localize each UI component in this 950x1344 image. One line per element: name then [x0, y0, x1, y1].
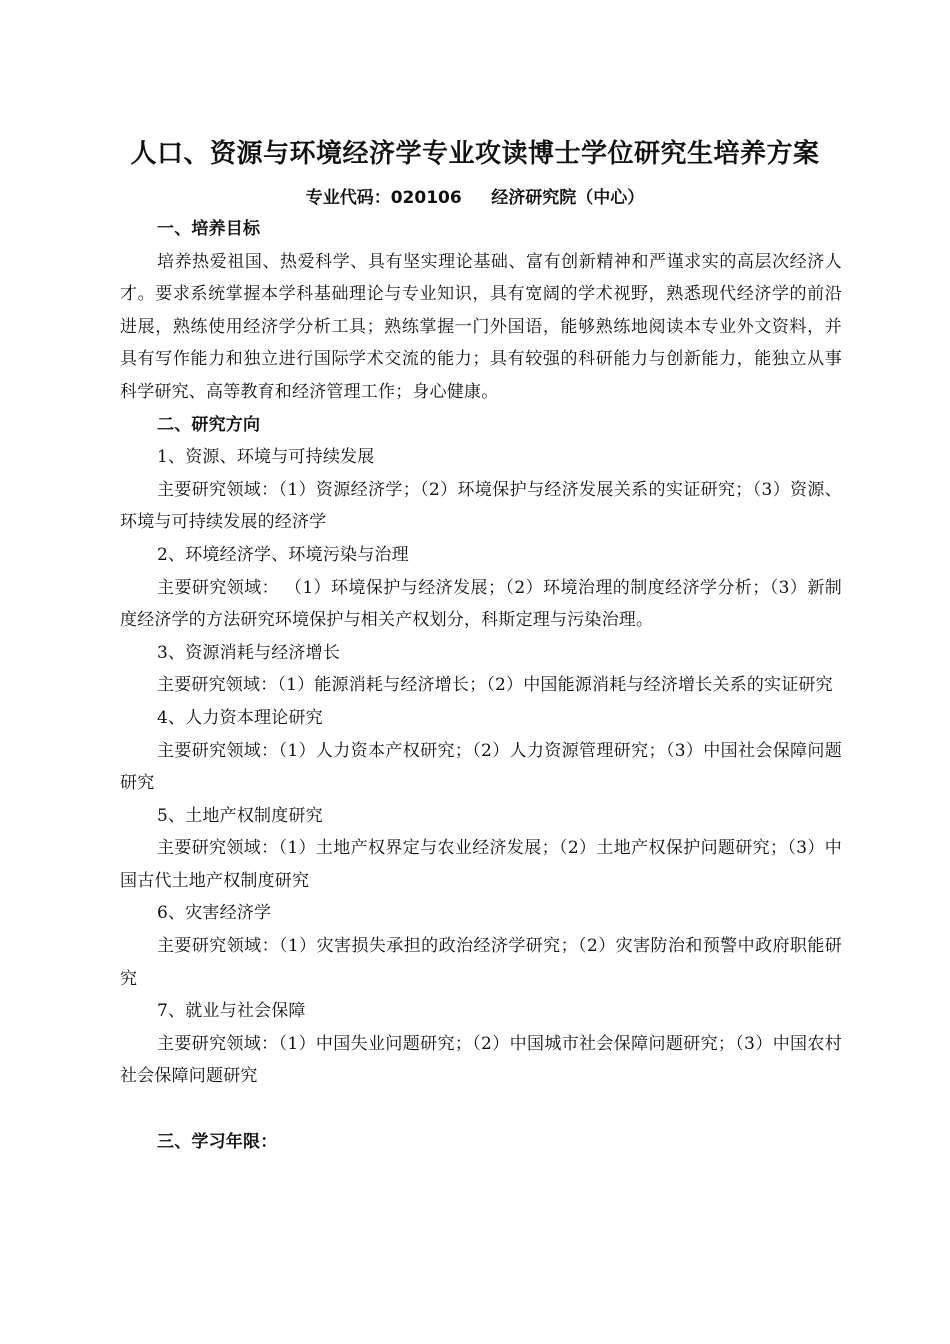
direction-title: 7、就业与社会保障: [157, 1001, 306, 1022]
direction-fields: 主要研究领域：（1）资源经济学；（2）环境保护与经济发展关系的实证研究；（3）资源、环境与可持续发展的经济学: [120, 479, 842, 533]
direction-title: 4、人力资本理论研究: [157, 707, 323, 728]
direction-fields: 主要研究领域：（1）中国失业问题研究；（2）中国城市社会保障问题研究；（3）中国农村社会保障问题研究: [120, 1033, 842, 1087]
direction-fields: 主要研究领域：（1）人力资本产权研究；（2）人力资源管理研究；（3）中国社会保障问题研究: [120, 740, 842, 794]
direction-title: 1、资源、环境与可持续发展: [157, 447, 375, 468]
page-title: 人口、资源与环境经济学专业攻读博士学位研究生培养方案: [130, 139, 820, 169]
direction-title: 5、土地产权制度研究: [157, 805, 323, 826]
direction-fields: 主要研究领域： （1）环境保护与经济发展；（2）环境治理的制度经济学分析；（3）新制度经济学的方法研究环境保护与相关产权划分，科斯定理与污染治理。: [120, 577, 842, 631]
direction-title: 3、资源消耗与经济增长: [157, 642, 341, 663]
direction-title: 6、灾害经济学: [157, 903, 272, 924]
blank-line: [120, 1093, 842, 1126]
section-heading-training-goal: 一、培养目标: [157, 219, 261, 239]
direction-fields: 主要研究领域：（1）能源消耗与经济增长；（2）中国能源消耗与经济增长关系的实证研究: [157, 675, 833, 696]
section-heading-study-duration: 三、学习年限：: [157, 1131, 278, 1152]
page-subtitle: 专业代码：020106 经济研究院（中心）: [305, 188, 645, 208]
direction-fields: 主要研究领域：（1）灾害损失承担的政治经济学研究；（2）灾害防治和预警中政府职能研究: [120, 936, 842, 989]
training-goal-paragraph: 培养热爱祖国、热爱科学、具有坚实理论基础、富有创新精神和严谨求实的高层次经济人才。要求系统掌握本学科基础理论与专业知识，具有宽阔的学术视野，熟悉现代经济学的前沿进展，熟练使用经济学分析工具；熟练掌握一门外国语，能够熟练地阅读本专业外文资料，并具有写作能力和独立进行国际学术交流的能力；具有较强的科研能力与创新能力，能独立从事科学研究、高等教育和经济管理工作；身心健康。: [120, 251, 842, 402]
direction-fields: 主要研究领域：（1）土地产权界定与农业经济发展；（2）土地产权保护问题研究；（3）中国古代土地产权制度研究: [120, 838, 842, 891]
document-body: [120, 213, 842, 1158]
direction-title: 2、环境经济学、环境污染与治理: [157, 544, 409, 565]
section-heading-research-directions: 二、研究方向: [157, 414, 261, 435]
